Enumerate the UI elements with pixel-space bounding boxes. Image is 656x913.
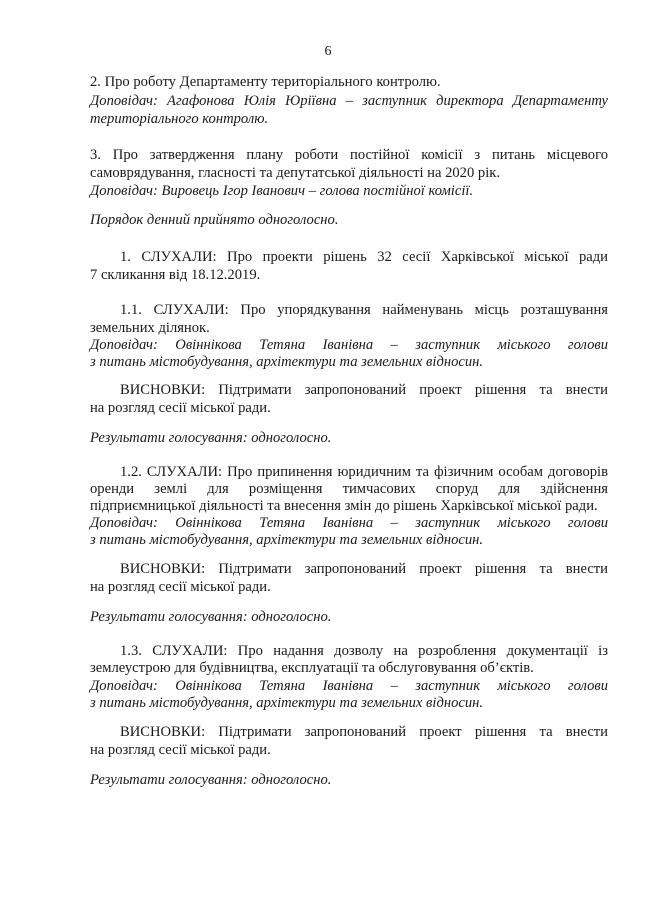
heard-1-1-speaker-line1: Доповідач: Овіннікова Тетяна Іванівна – заступник міського голови [90, 337, 608, 353]
heard-1-3-speaker-line2: з питань містобудування, архітектури та земельних відносин. [90, 695, 484, 711]
heard-1-1-speaker-line2: з питань містобудування, архітектури та земельних відносин. [90, 354, 484, 370]
heard-1-line1: 1. СЛУХАЛИ: Про проекти рішень 32 сесії Харківської міської ради [120, 249, 608, 265]
item2-title: 2. Про роботу Департаменту територіального контролю. [90, 74, 441, 90]
heard-1-1-line1: 1.1. СЛУХАЛИ: Про упорядкування найменувань місць розташування [120, 302, 608, 318]
heard-1-2-speaker-line1: Доповідач: Овіннікова Тетяна Іванівна – заступник міського голови [90, 515, 608, 531]
heard-1-2-speaker-line2: з питань містобудування, архітектури та земельних відносин. [90, 532, 484, 548]
heard-1-1-line2: земельних ділянок. [90, 320, 210, 336]
item3-title-line2: самоврядування, гласності та депутатської діяльності на 2020 рік. [90, 165, 501, 181]
heard-1-3-conclusion-line2: на розгляд сесії міської ради. [90, 742, 271, 758]
heard-1-3-speaker-line1: Доповідач: Овіннікова Тетяна Іванівна – заступник міського голови [90, 678, 608, 694]
heard-1-2-line3: підприємницької діяльності та внесення змін до рішень Харківської міської ради. [90, 498, 598, 514]
agenda-note: Порядок денний прийнято одноголосно. [90, 212, 339, 228]
heard-1-3-conclusion-line1: ВИСНОВКИ: Підтримати запропонований проект рішення та внести [120, 724, 608, 740]
heard-1-1-conclusion-line2: на розгляд сесії міської ради. [90, 400, 271, 416]
item3-speaker: Доповідач: Вировець Ігор Іванович – голова постійної комісії. [90, 183, 474, 199]
heard-1-1-conclusion-line1: ВИСНОВКИ: Підтримати запропонований проект рішення та внести [120, 382, 608, 398]
heard-1-3-line1: 1.3. СЛУХАЛИ: Про надання дозволу на розроблення документації із [120, 643, 608, 659]
item2-speaker-line1: Доповідач: Агафонова Юлія Юріївна – заступник директора Департаменту [90, 93, 608, 109]
heard-1-line2: 7 скликання від 18.12.2019. [90, 267, 261, 283]
heard-1-2-vote: Результати голосування: одноголосно. [90, 609, 332, 625]
item2-speaker-line2: територіального контролю. [90, 111, 269, 127]
page-number: 6 [324, 44, 332, 59]
item3-title-line1: 3. Про затвердження плану роботи постійної комісії з питань місцевого [90, 147, 608, 163]
heard-1-3-vote: Результати голосування: одноголосно. [90, 772, 332, 788]
heard-1-2-line2: оренди землі для розміщення тимчасових споруд для здійснення [90, 481, 608, 497]
heard-1-2-line1: 1.2. СЛУХАЛИ: Про припинення юридичним та фізичним особам договорів [120, 464, 608, 480]
heard-1-2-conclusion-line2: на розгляд сесії міської ради. [90, 579, 271, 595]
heard-1-2-conclusion-line1: ВИСНОВКИ: Підтримати запропонований проект рішення та внести [120, 561, 608, 577]
heard-1-3-line2: землеустрою для будівництва, експлуатації та обслуговування об’єктів. [90, 660, 534, 676]
heard-1-1-vote: Результати голосування: одноголосно. [90, 430, 332, 446]
